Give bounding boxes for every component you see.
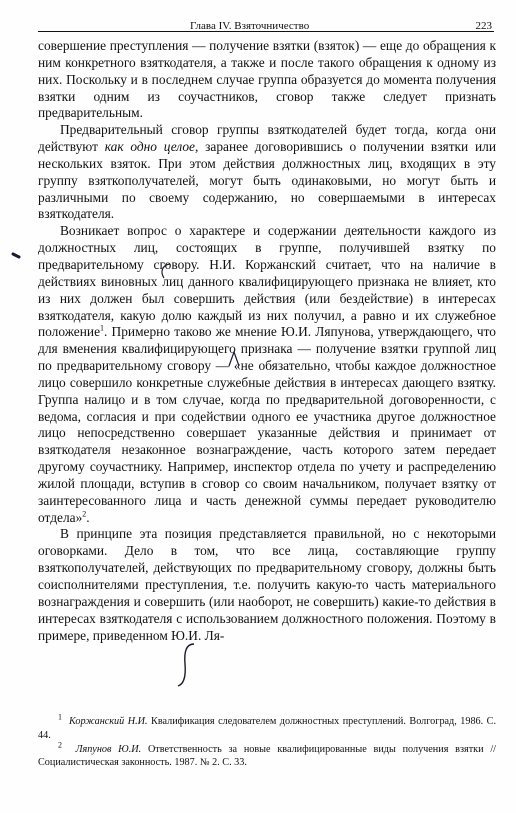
- paragraph-3-text-middle: . Примерно таково же мнение Ю.И. Ляпунова, утверждающего, что для вменения квалифицирующего признака — получение взятки группой лиц по предварительному сговору — «не обязательно, чтобы каждое должностное лицо совершило конкретные служебные действия в интересах дающего взятку. Группа налицо и в том случае, когда по предварительной договоренности, с ведома, согласия и при содействии одного ее участника другое должностное лицо непосредственно совершает указанные действия и принимает от взяткодателя незаконное вознаграждение, часть которого затем передает другому соучастнику. Например, инспектор отдела по учету и распределению жилой площади, вступив в сговор со своим начальником, получает взятку от заинтересованного лица и часть денежной суммы передает руководителю отдела»: [38, 324, 496, 525]
- footnote-number: 2: [58, 740, 62, 750]
- paragraph-2-text-end: , заранее договорившись о получении взятки или нескольких взяток. При этом действия должностных лиц, входящих в эту группу взяткополучателей, могут быть одинаковыми, но могут быть и различными по своему содержанию, но совершаемыми в интересах взяткодателя.: [38, 139, 496, 222]
- footnotes: [38, 712, 497, 770]
- running-head: [40, 14, 492, 32]
- footnote-number: 1: [58, 712, 62, 722]
- footnote-author: Коржанский Н.И.: [68, 716, 148, 727]
- paragraph-2-text-start: Предварительный сговор группы взяткодателей будет тогда, когда они действуют: [38, 122, 496, 155]
- footnote-2: [38, 740, 497, 771]
- paragraph-1: совершение преступления — получение взятки (взяток) — еще до обращения к ним конкретного взяткодателя, а также и после такого обращения к одному из них. Поскольку и в последнем случае группа образуется до момента получения взятки одним из соучастников, сговор также следует признать предварительным.: [38, 38, 496, 121]
- paragraph-4: В принципе эта позиция представляется правильной, но с некоторыми оговорками. Дело в том, что все лица, составляющие группу взяткополучателей, действующих по предварительному сговору, должны быть соисполнителями преступления, т.е. получить какую-то часть материального вознаграждения и совершить (или наоборот, не совершить) какие-то действия в интересах взяткодателя с использованием должностного положения. Поэтому в примере, приведенном Ю.И. Ля-: [38, 526, 496, 643]
- paragraph-2: [38, 122, 496, 223]
- emphasis-phrase: как одно целое: [104, 139, 195, 155]
- footnote-text: Квалификация следователем должностных преступлений. Волгоград, 1986. С. 44.: [38, 716, 497, 741]
- header-rule: [38, 31, 494, 32]
- footnote-1: [38, 712, 497, 743]
- paragraph-3: [38, 223, 496, 526]
- page-number: 223: [475, 20, 492, 32]
- footnote-author: Ляпунов Ю.И.: [75, 743, 142, 755]
- pen-dot-mark: [10, 248, 24, 262]
- footnote-ref-1[interactable]: 1: [100, 323, 105, 333]
- chapter-title: Глава IV. Взяточничество: [190, 20, 310, 32]
- paragraph-3-text-start: Возникает вопрос о характере и содержании деятельности каждого из должностных лиц, состоящих в группе, получившей взятку по предварительному сговору. Н.И. Коржанский считает, что на наличие в действиях виновных лиц данного квалифицирующего признака не влияет, кто из них должен был совершить действия (или бездействие) в интересах взяткодателя, какую долю каждый из них получил, а равно и их служебное положение: [38, 223, 496, 340]
- body-text: [38, 38, 496, 644]
- pen-hook-mark: [176, 640, 198, 690]
- footnote-ref-2[interactable]: 2: [82, 509, 87, 519]
- paragraph-3-text-end: .: [86, 509, 90, 525]
- footnote-text: Ответственность за новые квалифицированные виды получения взятки // Социалистическая законность. 1987. № 2. С. 33.: [38, 743, 497, 769]
